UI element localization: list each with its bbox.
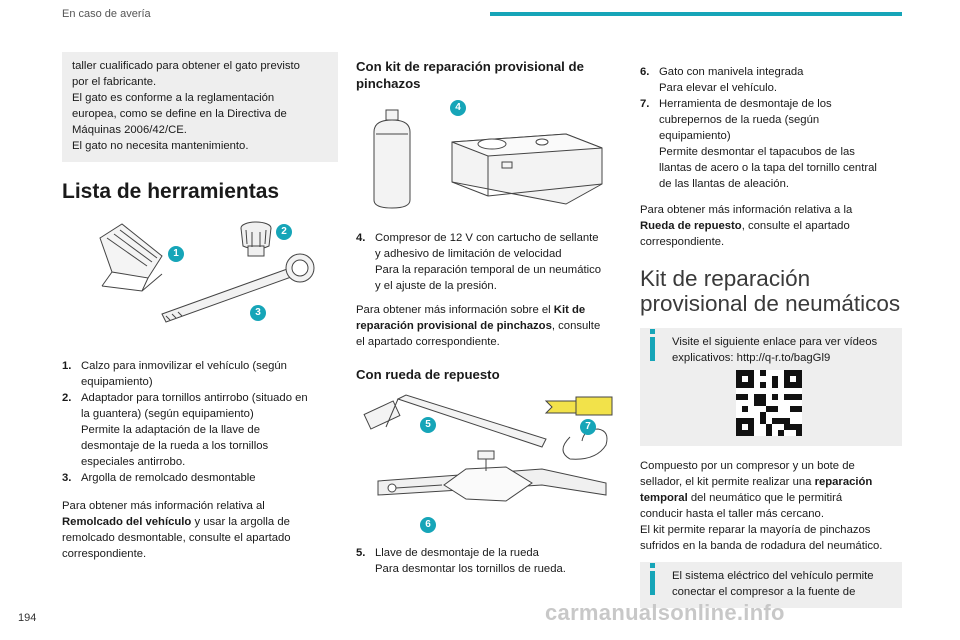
box-line: El gato es conforme a la reglamentación <box>72 92 275 104</box>
para-bold: Kit de <box>553 304 586 316</box>
callout-badge-1: 1 <box>168 246 184 262</box>
para-line: correspondiente. <box>640 236 725 248</box>
para-line <box>640 218 902 234</box>
item-line: desmontaje de la rueda a los tornillos <box>81 440 269 452</box>
para-bold: reparación provisional de pinchazos <box>356 320 552 332</box>
item-number: 7. <box>640 98 650 110</box>
tyre-repair-kit-heading <box>640 266 902 316</box>
item-line: Gato con manivela integrada <box>659 66 804 78</box>
list-item <box>640 64 902 96</box>
callout-badge-2: 2 <box>276 224 292 240</box>
column-3 <box>640 64 902 608</box>
compressor-drawing <box>356 104 618 222</box>
para-line: Para obtener más información relativa a la <box>640 204 853 216</box>
callout-badge-3: 3 <box>250 305 266 321</box>
para-text: y usar la argolla de <box>191 516 290 528</box>
spare-wheel-drawing <box>356 391 618 531</box>
tools-illustration <box>62 216 338 334</box>
item-line: Argolla de remolcado desmontable <box>81 472 256 484</box>
callout-badge-6: 6 <box>420 517 436 533</box>
box-line: Máquinas 2006/42/CE. <box>72 124 187 136</box>
spare-wheel-list <box>356 545 618 577</box>
para-line <box>62 514 338 530</box>
list-item <box>640 96 902 192</box>
para-text: , consulte <box>551 320 601 332</box>
item-number: 5. <box>356 547 366 559</box>
item-line: de las llantas de aleación. <box>659 178 790 190</box>
compressor-illustration <box>356 104 618 222</box>
box-line: europea, como se define en la Directiva de <box>72 108 287 120</box>
repair-kit-heading <box>356 58 618 92</box>
para-line <box>356 302 618 318</box>
item-number: 6. <box>640 66 650 78</box>
jack-note-box <box>62 52 338 162</box>
info-line: conectar el compresor a la fuente de <box>672 586 856 598</box>
item-line: Adaptador para tornillos antirrobo (situado en <box>81 392 308 404</box>
para-bold: reparación <box>814 476 873 488</box>
item-line: Para elevar el vehículo. <box>659 82 778 94</box>
para-bold: temporal <box>640 492 688 504</box>
box-line: El gato no necesita mantenimiento. <box>72 140 249 152</box>
para-text: del neumático que le permitirá <box>687 492 843 504</box>
heading-line: Kit de reparación <box>640 266 811 291</box>
callout-badge-7: 7 <box>580 419 596 435</box>
repair-kit-description <box>640 458 902 554</box>
callout-badge-4: 4 <box>450 100 466 116</box>
para-line: remolcado desmontable, consulte el apartado <box>62 532 291 544</box>
item-number: 4. <box>356 232 366 244</box>
column-2 <box>356 58 618 577</box>
watermark: carmanualsonline.info <box>545 600 785 625</box>
item-line: y adhesivo de limitación de velocidad <box>375 248 562 260</box>
item-line: Calzo para inmovilizar el vehículo (según <box>81 360 287 372</box>
list-item <box>62 390 338 470</box>
para-line: correspondiente. <box>62 548 147 560</box>
para-line <box>356 318 618 334</box>
tools-list <box>62 358 338 486</box>
repair-kit-list <box>356 230 618 294</box>
para-text: , consulte el apartado <box>741 220 850 232</box>
para-line: sufridos en la banda de rodadura del neumático. <box>640 540 883 552</box>
para-line: Compuesto por un compresor y un bote de <box>640 460 855 472</box>
item-line: cubrepernos de la rueda (según <box>659 114 820 126</box>
item-line: Permite la adaptación de la llave de <box>81 424 260 436</box>
callout-badge-5: 5 <box>420 417 436 433</box>
page-number: 194 <box>18 612 37 624</box>
para-bold: Rueda de repuesto <box>640 220 742 232</box>
item-number: 1. <box>62 360 72 372</box>
heading-line: provisional de neumáticos <box>640 291 901 316</box>
tools-list-heading: Lista de herramientas <box>62 180 280 203</box>
para-line: Para obtener más información relativa al <box>62 500 265 512</box>
video-info-box <box>640 328 902 446</box>
info-icon <box>650 571 655 595</box>
spare-wheel-heading: Con rueda de repuesto <box>356 367 500 382</box>
towing-link-text: Remolcado del vehículo <box>62 516 192 528</box>
item-line: la guantera) (según equipamiento) <box>81 408 254 420</box>
box-line: por el fabricante. <box>72 76 157 88</box>
para-line: el apartado correspondiente. <box>356 336 500 348</box>
item-number: 2. <box>62 392 72 404</box>
towing-paragraph <box>62 498 338 562</box>
tools-list-continued <box>640 64 902 192</box>
para-line: El kit permite reparar la mayoría de pinchazos <box>640 524 871 536</box>
item-line: Permite desmontar el tapacubos de las <box>659 146 855 158</box>
header-accent-bar <box>490 12 902 16</box>
item-line: Para desmontar los tornillos de rueda. <box>375 563 566 575</box>
heading-line: pinchazos <box>356 76 421 91</box>
item-line: Llave de desmontaje de la rueda <box>375 547 539 559</box>
list-item <box>62 470 338 486</box>
para-line: conducir hasta el taller más cercano. <box>640 508 824 520</box>
item-line: llantas de acero o la tapa del tornillo central <box>659 162 877 174</box>
tools-drawing <box>62 216 338 334</box>
repair-kit-paragraph <box>356 302 618 350</box>
info-icon <box>650 337 655 361</box>
para-line <box>640 474 902 490</box>
heading-line: Con kit de reparación provisional de <box>356 59 584 74</box>
item-line: equipamiento) <box>659 130 731 142</box>
item-line: equipamiento) <box>81 376 153 388</box>
qr-code-icon[interactable] <box>736 370 802 436</box>
list-item <box>62 358 338 390</box>
info-line: Visite el siguiente enlace para ver vídeos <box>672 336 878 348</box>
item-line: Compresor de 12 V con cartucho de sellante <box>375 232 599 244</box>
list-item <box>356 230 618 294</box>
para-line <box>640 490 902 506</box>
list-item <box>356 545 618 577</box>
para-text: Para obtener más información sobre el <box>356 304 554 316</box>
column-1 <box>62 52 338 562</box>
item-line: y el ajuste de la presión. <box>375 280 497 292</box>
spare-wheel-illustration <box>356 391 618 531</box>
info-line: El sistema eléctrico del vehículo permite <box>672 570 874 582</box>
running-header: En caso de avería <box>62 8 151 20</box>
item-line: Herramienta de desmontaje de los <box>659 98 832 110</box>
box-line: taller cualificado para obtener el gato previsto <box>72 60 300 72</box>
item-line: especiales antirrobo. <box>81 456 186 468</box>
para-text: sellador, el kit permite realizar una <box>640 476 815 488</box>
item-number: 3. <box>62 472 72 484</box>
spare-wheel-paragraph <box>640 202 902 250</box>
info-line: explicativos: http://q-r.to/bagGl9 <box>672 352 831 364</box>
item-line: Para la reparación temporal de un neumático <box>375 264 602 276</box>
